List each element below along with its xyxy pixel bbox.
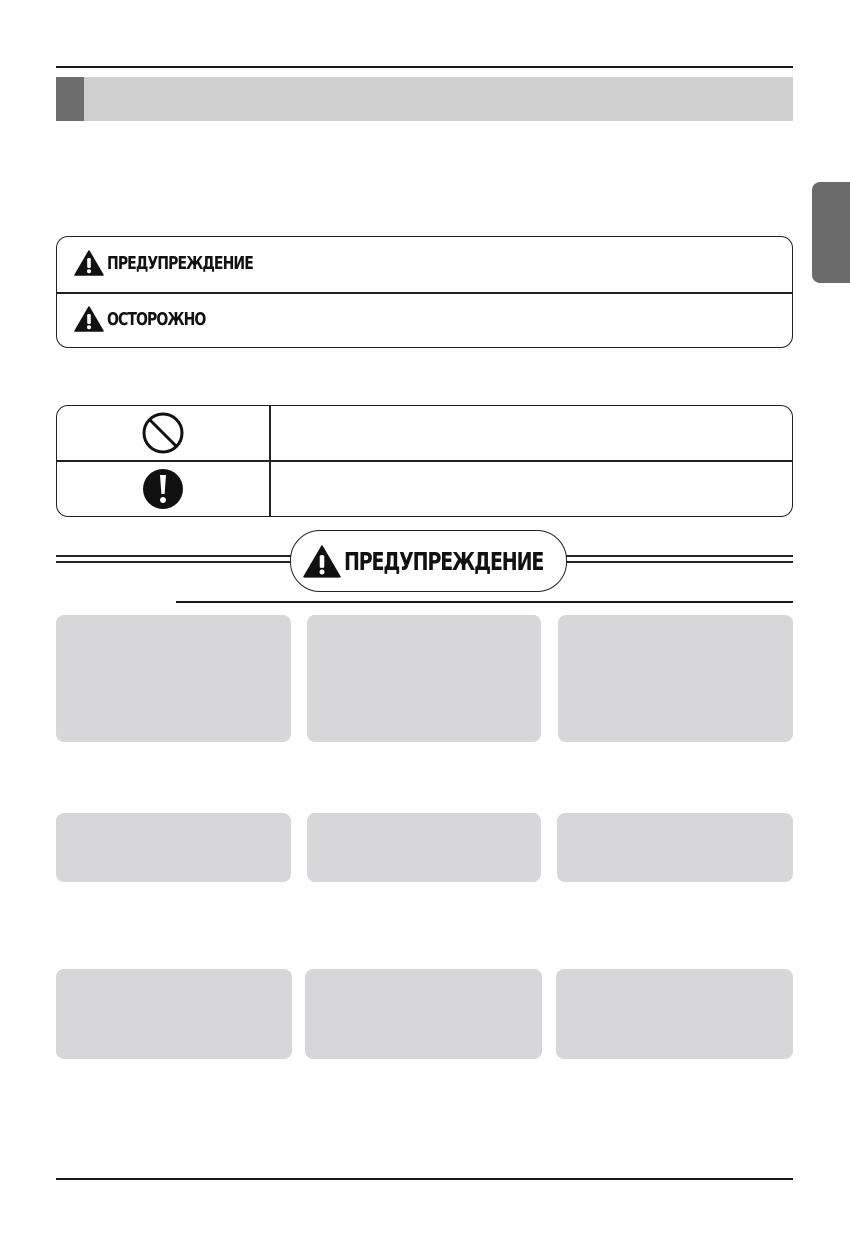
caution-level-row [74, 304, 233, 334]
illustration-card [556, 969, 793, 1059]
warning-level-row [74, 248, 294, 278]
section-title-banner [56, 77, 793, 121]
mandatory-description [283, 462, 782, 516]
heading-pill [290, 530, 567, 592]
level-divider [57, 292, 792, 294]
illustration-card [307, 813, 541, 882]
banner-accent [56, 77, 84, 121]
illustration-card [56, 813, 291, 882]
heading-label: ПРЕДУПРЕЖДЕНИЕ [344, 546, 544, 576]
warning-triangle-icon [74, 250, 104, 276]
prohibited-icon [141, 411, 185, 455]
warning-triangle-icon [74, 306, 104, 332]
signal-word-box [56, 236, 793, 348]
prohibited-description [283, 406, 782, 460]
warning-label: ПРЕДУПРЕЖДЕНИЕ [107, 252, 253, 274]
heading-rule-left-bottom [56, 561, 292, 563]
mandatory-symbol-cell [57, 462, 269, 516]
heading-rule-right-bottom [563, 561, 793, 563]
caution-label: ОСТОРОЖНО [107, 308, 206, 330]
illustration-card [56, 615, 291, 742]
warning-section-heading [56, 528, 793, 594]
illustration-card [56, 969, 292, 1059]
top-rule [56, 66, 793, 68]
illustration-card [307, 615, 541, 742]
subsection-rule [176, 601, 793, 603]
symbols-table [56, 405, 793, 517]
chapter-tab[interactable] [812, 182, 850, 283]
illustration-card [558, 615, 793, 742]
illustration-card [305, 969, 542, 1059]
heading-rule-left-top [56, 555, 292, 557]
heading-rule-right-top [563, 555, 793, 557]
illustration-card [557, 813, 793, 882]
mandatory-exclamation-icon [141, 467, 185, 511]
bottom-rule [56, 1178, 793, 1180]
prohibited-symbol-cell [57, 406, 269, 460]
warning-triangle-icon [303, 545, 341, 578]
